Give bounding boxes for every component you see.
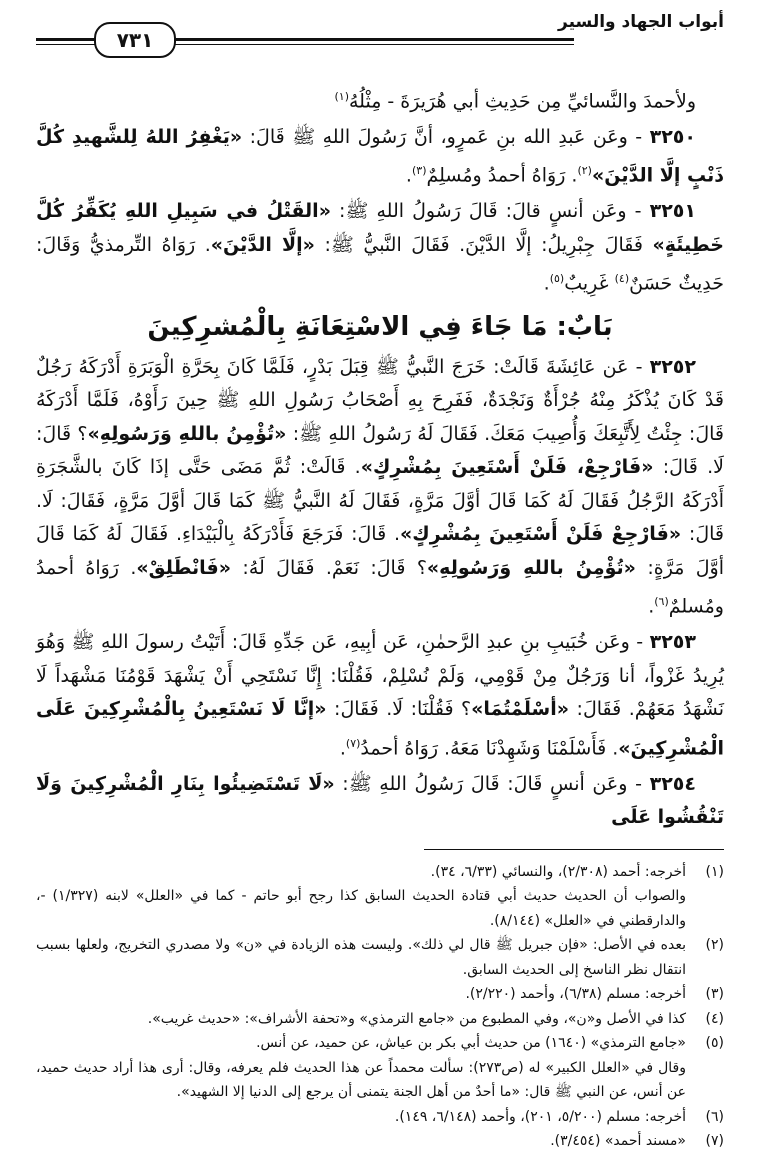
intro-paragraph: ولأحمدَ والنَّسائيِّ مِن حَدِيثِ أبي هُرَيرَةَ - مِثْلُهُ$^{(١)}$ <box>334 90 696 113</box>
footnote-ref: (٣) <box>411 164 427 178</box>
footnote-ref: (٢) <box>577 164 592 178</box>
main-text <box>36 80 724 835</box>
footnote-divider <box>424 849 724 850</box>
footnote-7: (٧) «مسند أحمد» (٣/٤٥٤). <box>550 1133 724 1150</box>
hadith-quote: «لَا تَسْتَضِيئُوا بِنَارِ الْمُشْرِكِينَ وَلَا تَنْقُشُوا عَلَى <box>36 772 724 829</box>
footnote-5: (٥) «جامع الترمذي» (١٦٤٠) من حديث أبي بكر بن عياش، عن حميد، عن أنس. وقال في «العلل الكبير» له (ص٢٧٣): سألت محمداً عن هذا الحديث فلم يعرفه، وقال: أرى هذا أراد حديث حميد، عن أنس، عن النبي ﷺ قال: «ما أحدٌ من أهل الجنة يتمنى أن يرجع إلى الدنيا إلا الشهيد». <box>36 1035 724 1101</box>
hadith-3250: ٣٢٥٠ - وعَن عَبدِ الله بنِ عَمرٍو، أنَّ رَسُولَ اللهِ ﷺ قَالَ: «يَغْفِرُ اللهُ لِلشَّهيدِ كُلَّ ذَنْبٍ إلَّا الدَّيْنَ»$^{(٢)}$. رَوَاهُ أحمدُ ومُسلِمٌ$^{(٣)}$. <box>36 125 724 187</box>
running-title: أبواب الجهاد والسير <box>558 12 724 32</box>
hadith-quote: «يَغْفِرُ اللهُ لِلشَّهيدِ كُلَّ ذَنْبٍ إلَّا الدَّيْنَ» <box>36 125 724 187</box>
page-header <box>36 8 724 50</box>
page <box>36 8 725 1150</box>
footnotes <box>36 860 724 1154</box>
hadith-number: ٣٢٥١ <box>649 200 696 223</box>
footnote-2: (٢) بعده في الأصل: «فإن جبريل ﷺ قال لي ذلك». وليست هذه الزيادة في «ن» ولا مصدري التخريج، ولعلها بسبب انتقال نظر الناسخ إلى الحديث السابق. <box>36 937 724 978</box>
hadith-3251: ٣٢٥١ - وعَن أنسٍ قالَ: قَالَ رَسُولُ اللهِ ﷺ: «القَتْلُ في سَبِيلِ اللهِ يُكَفِّرُ كُلَّ خَطِيئَةٍ» فَقَالَ جِبْرِيلُ: إلَّا الدَّيْنَ. فَقَالَ النَّبيُّ ﷺ: «إلَّا الدَّيْنَ». رَوَاهُ التِّرمذيُّ وَقَالَ: حَدِيثٌ حَسَنٌ$^{(٤)}$ غَرِيبٌ$^{(٥)}$. <box>36 200 724 295</box>
footnote-ref: (٤) <box>614 272 630 286</box>
footnote-6: (٦) أخرجه: مسلم (٥/٢٠٠، ٢٠١)، وأحمد (٦/١٤٨، ١٤٩). <box>394 1108 724 1125</box>
hadith-number: ٣٢٥٣ <box>649 631 696 654</box>
footnote-4: (٤) كذا في الأصل و«ن»، وفي المطبوع من «جامع الترمذي» و«تحفة الأشراف»: «حديث غريب». <box>147 1010 724 1027</box>
hadith-quote: «تُؤْمِنُ باللهِ وَرَسُولِهِ» <box>87 422 287 445</box>
chapter-title: بَابٌ: مَا جَاءَ فِي الاسْتِعَانَةِ بِالْمُشرِكِينَ <box>147 311 613 342</box>
hadith-number: ٣٢٥٤ <box>649 772 696 795</box>
hadith-3253: ٣٢٥٣ - وعَن خُبَيبِ بنِ عبدِ الرَّحمٰنِ، عَن أبِيهِ، عَن جَدِّهِ قَالَ: أَتَيْتُ رسولَ اللهِ ﷺ وَهُوَ يُرِيدُ غَزْواً، أنا وَرَجُلٌ مِنْ قَوْمِي، وَلَمْ نُسْلِمْ، فَقُلْنَا: إِنَّا نَسْتَحِي أَنْ يَشْهَدَ قَوْمُنَا مَشْهَداً لَا نَشْهَدُ مَعَهُمْ. فَقَالَ: «أسْلَمْتُمَا»؟ فَقُلْنَا: لَا. فَقَالَ: «إنَّا لَا نَسْتَعِينُ بِالْمُشْرِكِينَ عَلَى الْمُشْرِكِينَ». فَأَسْلَمْنَا وَشَهِدْنَا مَعَهُ. رَوَاهُ أحمدُ$^{(٧)}$. <box>36 631 725 760</box>
footnote-ref: (١) <box>334 90 349 103</box>
hadith-quote: «أسْلَمْتُمَا» <box>471 698 570 721</box>
hadith-quote: «إلَّا الدَّيْنَ» <box>210 233 315 256</box>
hadith-quote: «القَتْلُ في سَبِيلِ اللهِ يُكَفِّرُ كُلَّ خَطِيئَةٍ» <box>36 200 724 256</box>
footnote-ref: (٥) <box>549 272 565 286</box>
footnote-ref: (٧) <box>345 736 361 750</box>
hadith-quote: «فَارْجِعْ، فَلَنْ أَسْتَعِينَ بِمُشْرِكٍ» <box>360 456 654 479</box>
hadith-number: ٣٢٥٢ <box>649 355 696 378</box>
hadith-quote: «تُؤْمِنُ باللهِ وَرَسُولِهِ» <box>426 556 636 579</box>
footnote-1: (١) أخرجه: أحمد (٢/٣٠٨)، والنسائي (٦/٣٣، ٣٤). والصواب أن الحديث حديث أبي قتادة الحديث السابق كذا رجح أبو حاتم - كما في «العلل» لابنه (١/٣٢٧) -، والدارقطني في «العلل» (٨/١٤٤). <box>36 863 724 929</box>
hadith-quote: «فَارْجِعْ فَلَنْ أَسْتَعِينَ بِمُشْرِكٍ» <box>400 523 682 546</box>
hadith-quote: «إنَّا لَا نَسْتَعِينُ بِالْمُشْرِكِينَ عَلَى الْمُشْرِكِينَ» <box>36 698 724 760</box>
hadith-3252: ٣٢٥٢ - عَن عَائِشَةَ قَالَتْ: خَرَجَ النَّبيُّ ﷺ قِبَلَ بَدْرٍ، فَلَمَّا كَانَ بِحَرَّةِ الْوَبَرَةِ أَدْرَكَهُ رَجُلٌ قَدْ كَانَ يُذْكَرُ مِنْهُ جُرْأَةٌ وَنَجْدَةٌ، فَفَرِحَ بِهِ أَصْحَابُ رَسُولِ اللهِ ﷺ حِينَ رَأَوْهُ، فَلَمَّا أَدْرَكَهُ قَالَ: جِئْتُ لِأَتَّبِعَكَ وَأُصِيبَ مَعَكَ. فَقَالَ لَهُ رَسُولُ اللهِ ﷺ: «تُؤْمِنُ باللهِ وَرَسُولِهِ»؟ قَالَ: لَا. قَالَ: «فَارْجِعْ، فَلَنْ أَسْتَعِينَ بِمُشْرِكٍ». قَالَتْ: ثُمَّ مَضَى حَتَّى إذَا كَانَ بالشَّجَرَةِ أَدْرَكَهُ الرَّجُلُ فَقَالَ لَهُ كَمَا قَالَ أوَّلَ مَرَّةٍ، فَقَالَ لَهُ النَّبيُّ ﷺ كَمَا قَالَ أوَّلَ مَرَّةٍ، فَقَالَ: لَا. قَالَ: «فَارْجِعْ فَلَنْ أَسْتَعِينَ بِمُشْرِكٍ». قَالَ: فَرَجَعَ فَأَدْرَكَهُ بِالْبَيْدَاءِ. فَقَالَ لَهُ كَمَا قَالَ أوَّلَ مَرَّةٍ: «تُؤْمِنُ باللهِ وَرَسُولِهِ»؟ قَالَ: نَعَمْ. فَقَالَ لَهُ: «فَانْطَلِقْ». رَوَاهُ أحمدُ ومُسلمٌ$^{(٦)}$. <box>36 355 725 618</box>
hadith-number: ٣٢٥٠ <box>649 125 696 148</box>
hadith-3254: ٣٢٥٤ - وعَن أنسٍ قَالَ: قَالَ رَسُولُ اللهِ ﷺ: «لَا تَسْتَضِيئُوا بِنَارِ الْمُشْرِكِينَ وَلَا تَنْقُشُوا عَلَى <box>36 772 724 829</box>
footnote-3: (٣) أخرجه: مسلم (٦/٣٨)، وأحمد (٢/٢٢٠). <box>465 986 724 1003</box>
hadith-quote: «فَانْطَلِقْ» <box>136 556 232 579</box>
page-number: ٧٣١ <box>94 22 176 58</box>
footnote-ref: (٦) <box>654 595 669 609</box>
